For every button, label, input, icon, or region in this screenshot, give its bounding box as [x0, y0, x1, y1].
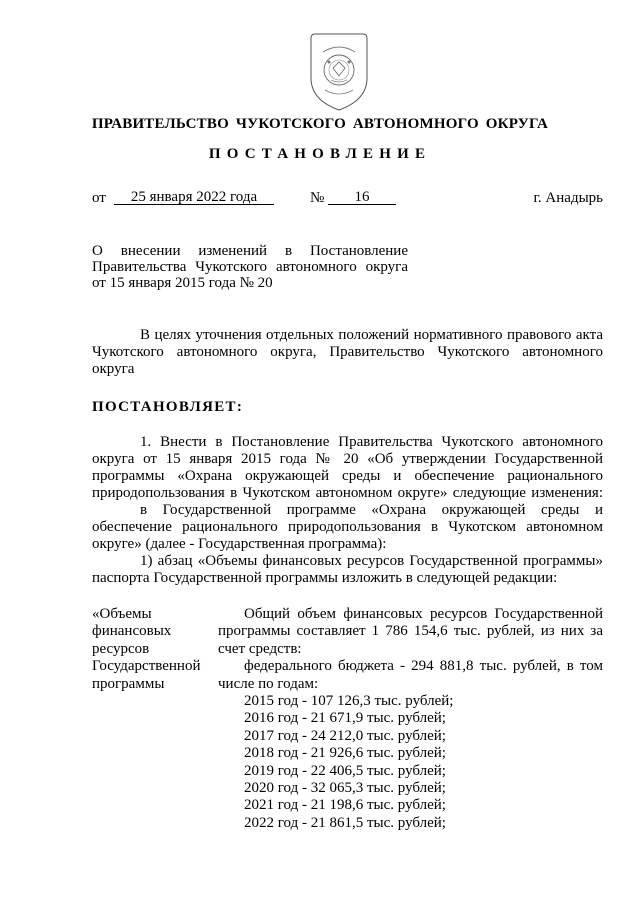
year-item: 2022 год - 21 861,5 тыс. рублей; [244, 814, 446, 831]
resolves-heading: ПОСТАНОВЛЯЕТ: [92, 399, 244, 415]
year-list [218, 693, 603, 832]
total-line: программы составляет 1 786 154,6 тыс. рублей, из них за [218, 623, 603, 640]
table-left-column [92, 606, 212, 693]
document-date-value: 25 января 2022 года [130, 189, 258, 205]
government-title: ПРАВИТЕЛЬСТВО ЧУКОТСКОГО АВТОНОМНОГО ОКРУГА [91, 116, 549, 132]
coat-of-arms-icon [303, 28, 375, 114]
table-left-line: ресурсов [92, 640, 150, 657]
sub-item-line: обеспечение рационального природопользования в Чукотском автономном [92, 519, 603, 535]
sub-item-line: в Государственной программе «Охрана окружающей среды и [140, 502, 603, 518]
total-line: счет средств: [218, 640, 302, 657]
date-prefix: от [92, 190, 106, 206]
table-left-line: «Объемы [92, 606, 152, 622]
abzac-line: паспорта Государственной программы изложить в следующей редакции: [92, 570, 558, 586]
abzac-line: 1) абзац «Объемы финансовых ресурсов Государственной программы» [140, 553, 603, 569]
subject-line: Правительства Чукотского автономного округа [92, 259, 408, 275]
table-right-column [218, 606, 603, 832]
document-number [328, 190, 396, 205]
preamble-paragraph [92, 327, 603, 378]
item-1-line: программы «Охрана окружающей среды и обеспечение рационального [92, 468, 603, 484]
table-left-line: Государственной [92, 658, 201, 675]
item-1-line: природопользования в Чукотском автономном округе» следующие изменения: [92, 485, 603, 501]
preamble-line: округа [92, 361, 135, 377]
item-1-paragraph [92, 434, 603, 587]
document-type-title: ПОСТАНОВЛЕНИЕ [208, 146, 432, 162]
document-subject [92, 243, 408, 291]
sub-item-line: округе» (далее - Государственная программа): [92, 536, 387, 552]
subject-line: от 15 января 2015 года № 20 [92, 275, 273, 291]
year-item: 2016 год - 21 671,9 тыс. рублей; [244, 710, 446, 727]
year-item: 2021 год - 21 198,6 тыс. рублей; [244, 797, 446, 814]
number-label: № [310, 190, 325, 206]
federal-line: федерального бюджета - 294 881,8 тыс. рублей, в том [244, 658, 603, 675]
document-number-value: 16 [354, 189, 370, 205]
total-line: Общий объем финансовых ресурсов Государственной [244, 606, 603, 622]
city-name: г. Анадырь [533, 190, 603, 206]
year-item: 2020 год - 32 065,3 тыс. рублей; [244, 780, 446, 797]
year-item: 2015 год - 107 126,3 тыс. рублей; [244, 693, 454, 710]
preamble-line: Чукотского автономного округа, Правительство Чукотского автономного [92, 344, 603, 360]
document-date [114, 190, 274, 205]
subject-line: О внесении изменений в Постановление [92, 243, 408, 259]
year-item: 2019 год - 22 406,5 тыс. рублей; [244, 762, 446, 779]
table-left-line: программы [92, 675, 165, 692]
item-1-line: округа от 15 января 2015 года № 20 «Об утверждении Государственной [92, 451, 603, 467]
document-meta [92, 190, 603, 210]
table-left-line: финансовых [92, 623, 172, 640]
preamble-line: В целях уточнения отдельных положений нормативного правового акта [140, 327, 603, 343]
year-item: 2017 год - 24 212,0 тыс. рублей; [244, 727, 446, 744]
year-item: 2018 год - 21 926,6 тыс. рублей; [244, 745, 446, 762]
federal-line: числе по годам: [218, 675, 319, 692]
item-1-line: 1. Внести в Постановление Правительства Чукотского автономного [140, 434, 603, 450]
